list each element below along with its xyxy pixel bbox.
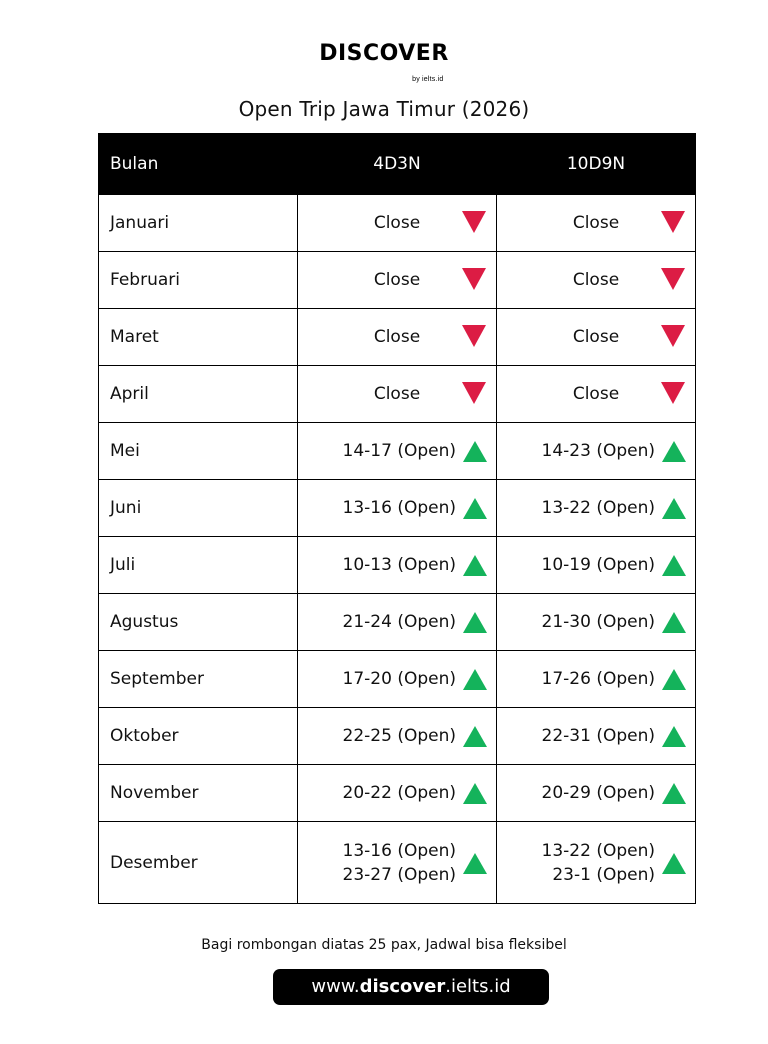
green-up-triangle-icon <box>463 498 487 519</box>
cell-10d9n <box>497 480 696 537</box>
header-4d3n: 4D3N <box>298 134 497 195</box>
cell-4d3n <box>298 366 497 423</box>
schedule-line: 23-27 (Open) <box>342 864 456 885</box>
schedule-line: Close <box>373 270 421 290</box>
month-cell: Agustus <box>99 594 298 651</box>
green-up-triangle-icon <box>463 783 487 804</box>
table-row <box>99 537 696 594</box>
schedule-line: Close <box>373 213 421 233</box>
cell-10d9n <box>497 594 696 651</box>
status-cell-content <box>497 651 695 707</box>
status-cell-content <box>497 252 695 308</box>
month-cell: Desember <box>99 822 298 904</box>
cell-10d9n <box>497 651 696 708</box>
schedule-line: 14-23 (Open) <box>541 441 655 461</box>
status-cell-content <box>497 708 695 764</box>
month-cell: Februari <box>99 252 298 309</box>
schedule-line: 17-20 (Open) <box>342 669 456 689</box>
schedule-line: Close <box>572 213 620 233</box>
schedule-line: 20-22 (Open) <box>342 783 456 803</box>
schedule-body <box>99 195 696 904</box>
month-cell: November <box>99 765 298 822</box>
status-cell-content <box>298 594 496 650</box>
cell-10d9n <box>497 309 696 366</box>
cell-4d3n <box>298 537 497 594</box>
status-cell-content <box>298 708 496 764</box>
schedule-line: 10-19 (Open) <box>541 555 655 575</box>
table-row <box>99 651 696 708</box>
green-up-triangle-icon <box>662 441 686 462</box>
table-row <box>99 309 696 366</box>
status-cell-content <box>497 195 695 251</box>
schedule-line: Close <box>572 384 620 404</box>
red-down-triangle-icon <box>661 325 685 347</box>
schedule-line: Close <box>572 327 620 347</box>
schedule-line: 14-17 (Open) <box>342 441 456 461</box>
schedule-line: 13-16 (Open) <box>342 498 456 518</box>
green-up-triangle-icon <box>662 669 686 690</box>
cell-4d3n <box>298 765 497 822</box>
website-link[interactable] <box>273 969 549 1005</box>
schedule-table <box>98 133 696 904</box>
schedule-line: 13-16 (Open) <box>342 840 456 861</box>
status-cell-content <box>298 765 496 821</box>
green-up-triangle-icon <box>463 612 487 633</box>
footnote: Bagi rombongan diatas 25 pax, Jadwal bisa fleksibel <box>201 937 567 953</box>
red-down-triangle-icon <box>462 211 486 233</box>
red-down-triangle-icon <box>462 268 486 290</box>
url-suffix: .ielts.id <box>445 976 511 997</box>
table-row <box>99 708 696 765</box>
cell-10d9n <box>497 195 696 252</box>
cell-10d9n <box>497 765 696 822</box>
table-header-row <box>99 134 696 195</box>
month-cell: April <box>99 366 298 423</box>
cell-4d3n <box>298 423 497 480</box>
table-row <box>99 366 696 423</box>
brand-tagline: by ielts.id <box>412 76 444 83</box>
green-up-triangle-icon <box>662 498 686 519</box>
schedule-line: 21-24 (Open) <box>342 612 456 632</box>
brand-name: DISCOVER <box>319 41 449 66</box>
status-cell-content <box>497 822 695 903</box>
schedule-line: 22-31 (Open) <box>541 726 655 746</box>
status-cell-content <box>298 366 496 422</box>
table-row <box>99 195 696 252</box>
cell-10d9n <box>497 537 696 594</box>
cell-4d3n <box>298 594 497 651</box>
schedule-line: 23-1 (Open) <box>552 864 655 885</box>
cell-4d3n <box>298 708 497 765</box>
red-down-triangle-icon <box>661 382 685 404</box>
cell-4d3n <box>298 480 497 537</box>
cell-10d9n <box>497 366 696 423</box>
status-cell-content <box>298 195 496 251</box>
cell-10d9n <box>497 708 696 765</box>
red-down-triangle-icon <box>661 211 685 233</box>
month-cell: Juni <box>99 480 298 537</box>
cell-4d3n <box>298 252 497 309</box>
status-cell-content <box>497 366 695 422</box>
month-cell: Juli <box>99 537 298 594</box>
schedule-line: 22-25 (Open) <box>342 726 456 746</box>
header-10d9n: 10D9N <box>497 134 696 195</box>
status-cell-content <box>497 537 695 593</box>
cell-4d3n <box>298 195 497 252</box>
table-row <box>99 252 696 309</box>
table-row <box>99 594 696 651</box>
month-cell: Maret <box>99 309 298 366</box>
status-cell-content <box>298 252 496 308</box>
schedule-line: Close <box>373 327 421 347</box>
green-up-triangle-icon <box>662 612 686 633</box>
status-cell-content <box>497 309 695 365</box>
green-up-triangle-icon <box>463 555 487 576</box>
url-bold: discover <box>359 976 446 997</box>
cell-10d9n <box>497 423 696 480</box>
green-up-triangle-icon <box>662 555 686 576</box>
page-title: Open Trip Jawa Timur (2026) <box>238 97 530 121</box>
schedule-line: 13-22 (Open) <box>541 498 655 518</box>
status-cell-content <box>298 309 496 365</box>
cell-4d3n <box>298 309 497 366</box>
table-row <box>99 822 696 904</box>
schedule-line: 20-29 (Open) <box>541 783 655 803</box>
url-prefix: www. <box>311 976 360 997</box>
schedule-line: 21-30 (Open) <box>541 612 655 632</box>
status-cell-content <box>298 822 496 903</box>
status-cell-content <box>497 480 695 536</box>
schedule-line: Close <box>373 384 421 404</box>
status-cell-content <box>298 423 496 479</box>
green-up-triangle-icon <box>463 669 487 690</box>
table-row <box>99 423 696 480</box>
table-row <box>99 480 696 537</box>
green-up-triangle-icon <box>463 726 487 747</box>
green-up-triangle-icon <box>463 441 487 462</box>
status-cell-content <box>497 423 695 479</box>
green-up-triangle-icon <box>662 783 686 804</box>
schedule-line: Close <box>572 270 620 290</box>
month-cell: Januari <box>99 195 298 252</box>
cell-10d9n <box>497 822 696 904</box>
red-down-triangle-icon <box>462 382 486 404</box>
status-cell-content <box>298 651 496 707</box>
month-cell: Oktober <box>99 708 298 765</box>
schedule-line: 10-13 (Open) <box>342 555 456 575</box>
month-cell: Mei <box>99 423 298 480</box>
status-cell-content <box>298 480 496 536</box>
status-cell-content <box>497 594 695 650</box>
table-row <box>99 765 696 822</box>
cell-4d3n <box>298 822 497 904</box>
green-up-triangle-icon <box>662 726 686 747</box>
red-down-triangle-icon <box>661 268 685 290</box>
month-cell: September <box>99 651 298 708</box>
header-month: Bulan <box>99 134 298 195</box>
schedule-line: 17-26 (Open) <box>541 669 655 689</box>
green-up-triangle-icon <box>662 853 686 874</box>
cell-10d9n <box>497 252 696 309</box>
schedule-line: 13-22 (Open) <box>541 840 655 861</box>
green-up-triangle-icon <box>463 853 487 874</box>
status-cell-content <box>497 765 695 821</box>
red-down-triangle-icon <box>462 325 486 347</box>
status-cell-content <box>298 537 496 593</box>
cell-4d3n <box>298 651 497 708</box>
brand-logo <box>0 42 768 84</box>
